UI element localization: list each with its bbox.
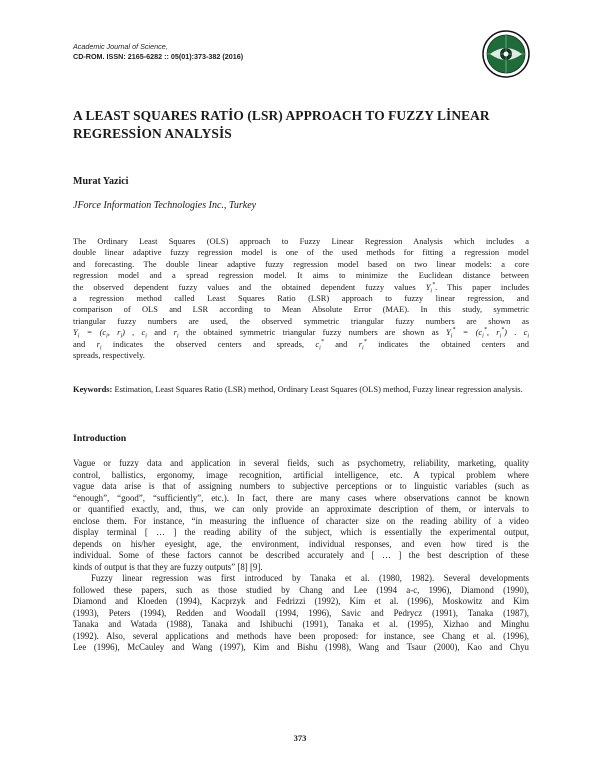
body-line: (1992). Also, several applications and methods have been proposed: for instance, see Chang et al. (1996), — [73, 630, 529, 641]
abstract-text: and — [73, 338, 86, 349]
math-yi: $Y_i = (c_i$, $r_i$) — [73, 327, 125, 340]
body-line: kinds of output is that they are fuzzy outputs” [8] [9]. — [73, 561, 263, 572]
abstract-text: and — [335, 338, 348, 349]
keywords — [73, 384, 529, 395]
body-line: (1993), Peters (1994), Redden and Woodall (1994, 1996), Savic and Pedrycz (1991), Tanaka (1987), — [73, 607, 529, 618]
abstract-text: the observed dependent fuzzy values and the obtained dependent fuzzy values — [73, 281, 416, 292]
abstract-line: double linear adaptive fuzzy regression model is one of the used methods for fitting a regression model — [73, 247, 529, 258]
abstract-text: indicates the observed centers and spreads, — [112, 338, 305, 349]
abstract-line: comparison of OLS and LSR according to Mean Absolute Error (MAE). In this study, symmetric — [73, 304, 529, 315]
body-line: Vague or fuzzy data and application in several fields, such as psychometry, reliability, marketing, quality — [73, 458, 529, 468]
body-line: individual. Some of these factors cannot be described accurately and [ … ] the best description of these — [73, 550, 529, 560]
body-line: control, ballistics, ergonomy, image recognition, artificial intelligence, etc. A typical problem where — [73, 469, 529, 480]
abstract-line: triangular fuzzy numbers are used, the observed symmetric triangular fuzzy numbers are shown as — [73, 315, 529, 326]
journal-issn: CD-ROM. ISSN: 2165-6282 :: 05(01):373-382 (2016) — [73, 52, 244, 61]
math-ri: $r_i$ — [173, 327, 179, 340]
abstract-text: . This paper includes — [435, 281, 530, 292]
abstract-line: $Y_i = (c_i$, $r_i$) , $c_i$ and $r_i$ the obtained symmetric triangular fuzzy numbers are shown as $Y_i^* = (c_i^*$, $r_i^*$) . $c_i$ — [73, 327, 530, 340]
keywords-label: Keywords: — [73, 384, 113, 394]
body-line: enclose them. For instance, “in measuring the influence of character size on the reading ability of a video — [73, 515, 529, 526]
journal-logo-icon — [482, 30, 530, 78]
abstract-text: the obtained symmetric triangular fuzzy numbers are shown as — [185, 327, 439, 338]
section-heading: Introduction — [73, 433, 127, 444]
abstract-line — [73, 282, 529, 293]
body-line: vague data arise is that of assigning numbers to subjective perceptions or to linguistic variables (such as — [73, 481, 529, 491]
abstract-line: The Ordinary Least Squares (OLS) approach to Fuzzy Linear Regression Analysis which includes a — [73, 236, 529, 246]
abstract — [73, 236, 529, 361]
math-yi-star: $Y_i^*$ — [425, 281, 436, 295]
paper-title: A LEAST SQUARES RATİO (LSR) APPROACH TO FUZZY LİNEAR REGRESSİON ANALYSİS — [73, 108, 490, 141]
abstract-line — [73, 339, 529, 350]
math-ci: $c_i$ — [523, 327, 530, 340]
author-affiliation: JForce Information Technologies Inc., Turkey — [73, 200, 257, 211]
body-line: or quantified exactly, and, thus, we can only provide an approximate description of them, or intervals to — [73, 504, 529, 514]
introduction-body — [73, 458, 529, 654]
body-line: followed these papers, such as those studied by Chang and Lee (1994 a-c, 1996), Diamond (1990), — [73, 584, 529, 595]
author-name: Murat Yazici — [73, 176, 129, 187]
math-ri: $r_i$ — [96, 338, 102, 352]
journal-header — [73, 42, 243, 62]
abstract-line: spreads, respectively. — [73, 349, 145, 360]
math-ri-star: $r_i^*$ — [358, 338, 367, 352]
abstract-line: regression model and a spread regression model. It aims to minimize the Euclidean distance between — [73, 270, 529, 281]
journal-name: Academic Journal of Science, — [73, 42, 168, 51]
body-line: depends on his/her eyesight, age, the environment, individual responses, and even how tired is the — [73, 538, 529, 549]
abstract-line: a regression method called Least Squares Ratio (LSR) approach to fuzzy linear regression, and — [73, 292, 529, 303]
page-number: 373 — [293, 733, 307, 743]
body-line: “enough”, “good”, “sufficiently”, etc.). In fact, there are many cases where observations cannot be known — [73, 492, 529, 503]
body-line: display terminal [ … ] the reading ability of the subject, which is essentially the experimental output, — [73, 527, 529, 537]
math-ci: $c_i$ — [141, 327, 147, 340]
body-line: Fuzzy linear regression was first introduced by Tanaka et al. (1980, 1982). Several developments — [91, 573, 529, 583]
math-ci-star: $c_i^*$ — [315, 338, 324, 352]
abstract-text: indicates the obtained centers and — [378, 338, 530, 349]
keywords-text: Estimation, Least Squares Ratio (LSR) method, Ordinary Least Squares (OLS) method, Fuzzy linear regression analysis. — [112, 384, 523, 394]
body-line: Diamond and Kloeden (1994), Kacprzyk and Fedrizzi (1992), Kim et al. (1996), Moskowitz and Kim — [73, 596, 529, 606]
math-yi-star-def: $Y_i^* = (c_i^*$, $r_i^*$) — [446, 327, 507, 340]
body-line: Tanaka and Watada (1988), Tanaka and Ishibuchi (1991), Tanaka et al. (1995), Xizhao and Minghu — [73, 619, 529, 629]
body-line: Lee (1996), McCauley and Wang (1997), Kim and Bishu (1998), Wang and Tsaur (2000), Kao and Chyu — [73, 642, 529, 652]
abstract-text: and — [154, 327, 167, 338]
abstract-line: and forecasting. The double linear adaptive fuzzy regression model based on two linear models: a core — [73, 258, 529, 269]
